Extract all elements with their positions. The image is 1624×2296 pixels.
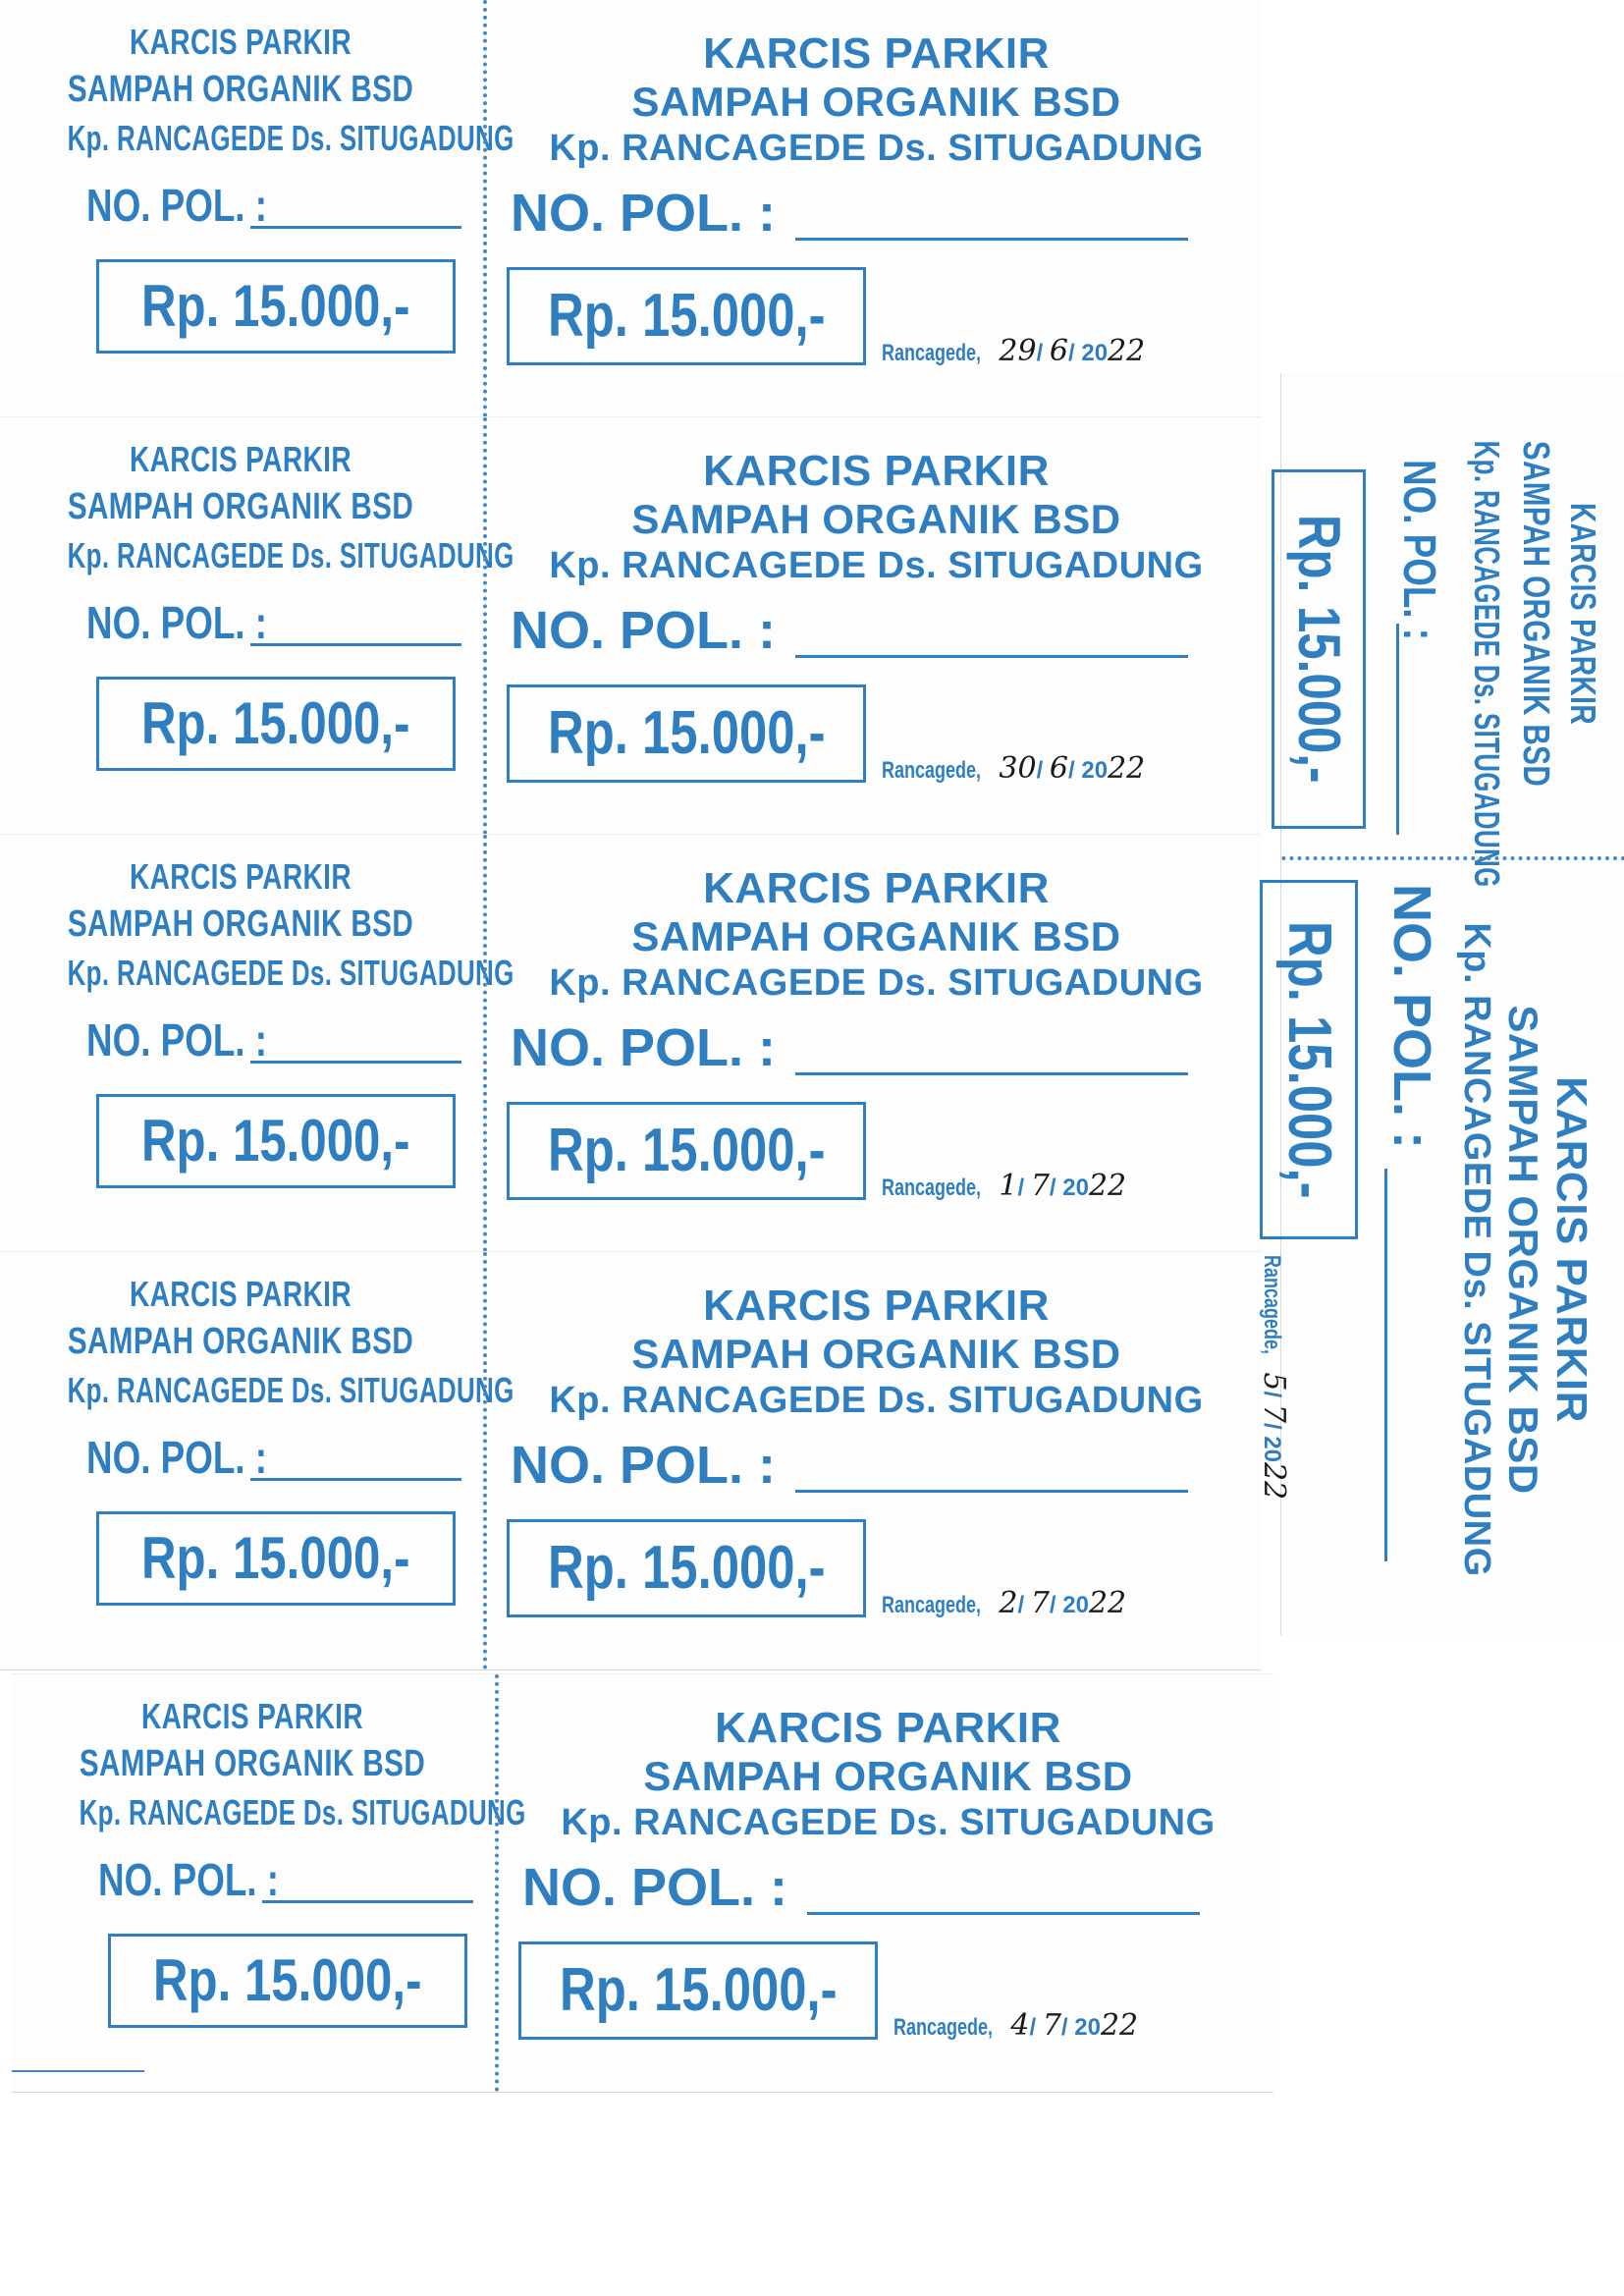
year-prefix: 20	[1062, 1592, 1089, 1618]
stub-plate-line	[250, 226, 461, 229]
plate-label: NO. POL. :	[511, 1018, 776, 1077]
stub-price: Rp. 15.000,-	[1272, 469, 1366, 829]
ticket-subtitle: SAMPAH ORGANIK BSD	[631, 913, 1121, 959]
stub-address: Kp. RANCAGEDE Ds. SITUGADUNG	[79, 1792, 526, 1832]
date-field: Rancagede, 5/ 7/ 2022	[1257, 1255, 1291, 1501]
stub-title: KARCIS PARKIR	[129, 1274, 352, 1314]
parking-ticket-4	[0, 1252, 1262, 1669]
ticket-body	[491, 1252, 1262, 1669]
handwritten-day: 1	[999, 1169, 1018, 1203]
stub-title: KARCIS PARKIR	[129, 439, 352, 479]
stub-plate-line	[250, 1061, 461, 1064]
handwritten-day: 5	[1257, 1372, 1291, 1392]
stub-plate-label: NO. POL. :	[86, 597, 267, 648]
stub-title: KARCIS PARKIR	[129, 856, 352, 897]
perforation	[483, 1252, 487, 1669]
perforation	[483, 0, 487, 417]
stub-plate-line	[250, 1478, 461, 1481]
year-prefix: 20	[1259, 1436, 1285, 1462]
ticket-address: Kp. RANCAGEDE Ds. SITUGADUNG	[549, 962, 1204, 1004]
stub-price: Rp. 15.000,-	[108, 1934, 467, 2028]
ticket-stub	[0, 417, 514, 835]
date-place: Rancagede,	[882, 1592, 982, 1618]
ticket-subtitle: SAMPAH ORGANIK BSD	[631, 496, 1121, 542]
perforation	[483, 835, 487, 1252]
handwritten-day: 29	[999, 334, 1037, 368]
plate-label: NO. POL. :	[1382, 884, 1441, 1149]
price-box: Rp. 15.000,-	[507, 1519, 866, 1617]
date-field: Rancagede, 2/ 7/ 2022	[882, 1586, 1127, 1620]
plate-line	[795, 238, 1188, 241]
ticket-address: Kp. RANCAGEDE Ds. SITUGADUNG	[549, 1380, 1204, 1421]
ticket-body	[491, 0, 1262, 417]
ticket-stub	[1281, 373, 1624, 888]
parking-ticket-1	[0, 0, 1262, 417]
date-field: Rancagede, 29/ 6/ 2022	[882, 334, 1146, 368]
stub-plate-label: NO. POL. :	[1394, 460, 1445, 640]
ticket-address: Kp. RANCAGEDE Ds. SITUGADUNG	[549, 128, 1204, 169]
stub-plate-line	[1396, 624, 1399, 835]
stub-price: Rp. 15.000,-	[96, 259, 456, 354]
ticket-address: Kp. RANCAGEDE Ds. SITUGADUNG	[1456, 922, 1497, 1577]
date-place: Rancagede,	[1259, 1255, 1285, 1355]
stub-plate-label: NO. POL. :	[98, 1854, 279, 1905]
ticket-subtitle: SAMPAH ORGANIK BSD	[643, 1753, 1133, 1799]
paper-edge-mark	[12, 2070, 144, 2072]
stub-plate-label: NO. POL. :	[86, 180, 267, 231]
stub-plate-label: NO. POL. :	[86, 1014, 267, 1066]
stub-subtitle: SAMPAH ORGANIK BSD	[67, 1321, 414, 1362]
ticket-subtitle: SAMPAH ORGANIK BSD	[1500, 1005, 1546, 1495]
handwritten-day: 2	[999, 1586, 1018, 1620]
ticket-title: KARCIS PARKIR	[703, 29, 1050, 78]
date-place: Rancagede,	[882, 340, 982, 366]
handwritten-year: 22	[1257, 1461, 1291, 1501]
ticket-subtitle: SAMPAH ORGANIK BSD	[631, 79, 1121, 125]
stub-address: Kp. RANCAGEDE Ds. SITUGADUNG	[67, 535, 514, 575]
stub-subtitle: SAMPAH ORGANIK BSD	[67, 69, 414, 110]
stub-address: Kp. RANCAGEDE Ds. SITUGADUNG	[1467, 440, 1507, 888]
plate-line	[795, 1072, 1188, 1075]
plate-label: NO. POL. :	[511, 601, 776, 660]
handwritten-month: 6	[1049, 334, 1069, 368]
ticket-address: Kp. RANCAGEDE Ds. SITUGADUNG	[549, 545, 1204, 586]
stub-subtitle: SAMPAH ORGANIK BSD	[67, 903, 414, 945]
stub-subtitle: SAMPAH ORGANIK BSD	[67, 486, 414, 527]
ticket-stub	[0, 1252, 514, 1669]
plate-line	[795, 655, 1188, 658]
date-place: Rancagede,	[893, 2014, 994, 2041]
stub-address: Kp. RANCAGEDE Ds. SITUGADUNG	[67, 953, 514, 993]
perforation	[483, 417, 487, 835]
ticket-title: KARCIS PARKIR	[715, 1704, 1061, 1752]
handwritten-month: 7	[1257, 1403, 1291, 1423]
date-field: Rancagede, 4/ 7/ 2022	[893, 2008, 1139, 2043]
year-prefix: 20	[1074, 2014, 1101, 2041]
ticket-stub	[0, 835, 514, 1252]
date-place: Rancagede,	[882, 1175, 982, 1201]
parking-ticket-rotated	[1257, 373, 1624, 1635]
parking-ticket-3	[0, 835, 1262, 1252]
plate-line	[795, 1490, 1188, 1493]
plate-line	[807, 1912, 1200, 1915]
ticket-stub	[0, 0, 514, 417]
price-box: Rp. 15.000,-	[1260, 880, 1358, 1239]
parking-ticket-5	[12, 1674, 1273, 2092]
parking-ticket-2	[0, 417, 1262, 835]
price-box: Rp. 15.000,-	[518, 1941, 878, 2040]
perforation	[1281, 856, 1624, 860]
price-box: Rp. 15.000,-	[507, 684, 866, 783]
date-field: Rancagede, 30/ 6/ 2022	[882, 751, 1146, 786]
handwritten-month: 7	[1030, 1586, 1050, 1620]
handwritten-day: 30	[999, 751, 1037, 786]
handwritten-year: 22	[1088, 1169, 1127, 1203]
stub-subtitle: SAMPAH ORGANIK BSD	[79, 1743, 426, 1784]
ticket-title: KARCIS PARKIR	[1547, 1076, 1596, 1423]
handwritten-month: 7	[1030, 1169, 1050, 1203]
plate-label: NO. POL. :	[511, 1436, 776, 1495]
ticket-stub	[12, 1674, 526, 2092]
ticket-title: KARCIS PARKIR	[703, 864, 1050, 912]
ticket-body	[1257, 864, 1624, 1635]
perforation	[495, 1674, 499, 2092]
handwritten-month: 7	[1042, 2008, 1061, 2043]
date-field: Rancagede, 1/ 7/ 2022	[882, 1169, 1127, 1203]
handwritten-year: 22	[1100, 2008, 1139, 2043]
stub-price: Rp. 15.000,-	[96, 1094, 456, 1188]
ticket-body	[503, 1674, 1273, 2092]
ticket-body	[491, 417, 1262, 835]
stub-title: KARCIS PARKIR	[140, 1696, 364, 1736]
handwritten-month: 6	[1049, 751, 1069, 786]
ticket-body	[491, 835, 1262, 1252]
handwritten-year: 22	[1088, 1586, 1127, 1620]
stub-subtitle: SAMPAH ORGANIK BSD	[1515, 440, 1556, 788]
price-box: Rp. 15.000,-	[507, 267, 866, 365]
handwritten-year: 22	[1108, 751, 1146, 786]
ticket-title: KARCIS PARKIR	[703, 1282, 1050, 1330]
plate-label: NO. POL. :	[522, 1858, 787, 1917]
handwritten-day: 4	[1010, 2008, 1030, 2043]
stub-title: KARCIS PARKIR	[129, 22, 352, 62]
ticket-title: KARCIS PARKIR	[703, 447, 1050, 495]
ticket-address: Kp. RANCAGEDE Ds. SITUGADUNG	[561, 1802, 1216, 1843]
stub-title: KARCIS PARKIR	[1563, 502, 1603, 726]
stub-plate-line	[262, 1900, 473, 1903]
plate-label: NO. POL. :	[511, 184, 776, 243]
stub-address: Kp. RANCAGEDE Ds. SITUGADUNG	[67, 118, 514, 158]
ticket-subtitle: SAMPAH ORGANIK BSD	[631, 1331, 1121, 1377]
year-prefix: 20	[1062, 1175, 1089, 1201]
handwritten-year: 22	[1108, 334, 1146, 368]
date-place: Rancagede,	[882, 757, 982, 784]
stub-plate-label: NO. POL. :	[86, 1432, 267, 1483]
year-prefix: 20	[1081, 340, 1109, 366]
stub-address: Kp. RANCAGEDE Ds. SITUGADUNG	[67, 1370, 514, 1410]
stub-price: Rp. 15.000,-	[96, 677, 456, 771]
stub-price: Rp. 15.000,-	[96, 1511, 456, 1606]
year-prefix: 20	[1081, 757, 1109, 784]
plate-line	[1384, 1169, 1387, 1561]
price-box: Rp. 15.000,-	[507, 1102, 866, 1200]
stub-plate-line	[250, 643, 461, 646]
